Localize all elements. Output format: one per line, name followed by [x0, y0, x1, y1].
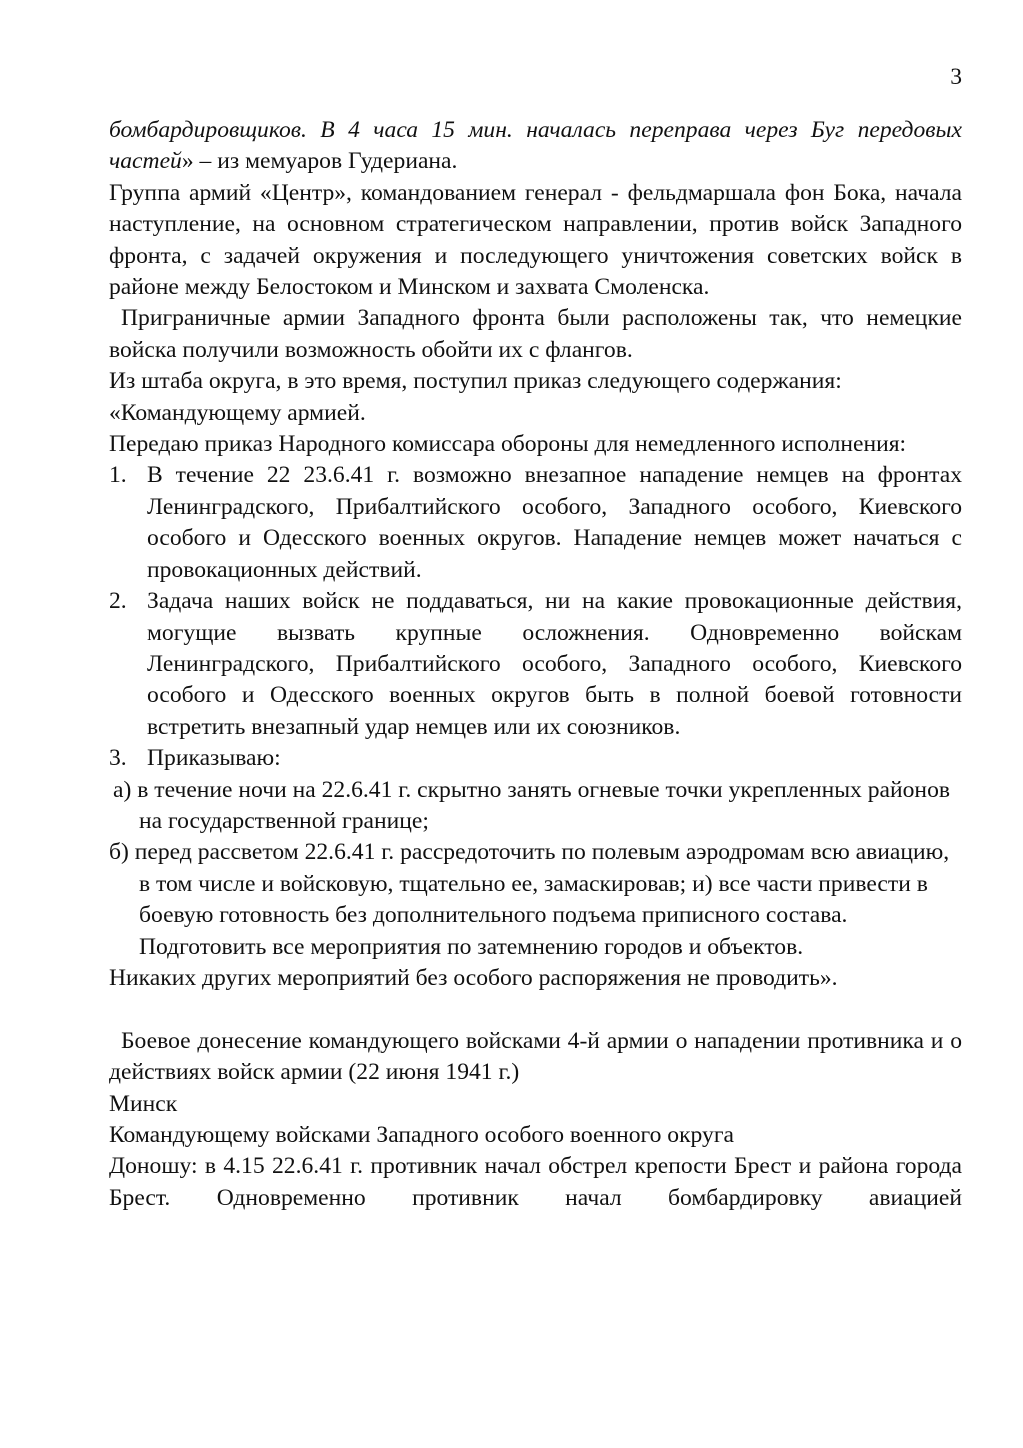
order-list-item — [109, 460, 962, 586]
paragraph-border-armies: Приграничные армии Западного фронта были расположены так, что немецкие войска получили возможность обойти их с флангов. — [109, 305, 962, 363]
report-city: Минск — [109, 1090, 178, 1117]
report-title: Боевое донесение командующего войсками 4-й армии о нападении противника и о действиях войск армии (22 июня 1941 г.) — [109, 1027, 962, 1086]
order-intro: Передаю приказ Народного комиссара обороны для немедленного исполнения: — [109, 431, 907, 458]
order-list-number: 1. — [109, 462, 127, 489]
quote-paragraph — [109, 115, 962, 178]
order-list-text: В течение 22 23.6.41 г. возможно внезапное нападение немцев на фронтах Ленинградского, Прибалтийского особого, Западного особого, Киевского особого и Одесского военных округов. Нападение немцев может начаться с провокационных действий. — [147, 462, 962, 583]
order-list-number: 3. — [109, 745, 127, 772]
paragraph-army-group: Группа армий «Центр», командованием генерал - фельдмаршала фон Бока, начала наступление, на основном стратегическом направлении, против войск Западного фронта, с задачей окружения и последующего уничтожения советских войск в районе между Белостоком и Минском и захвата Смоленска. — [109, 179, 962, 301]
order-sub-item-b: б) перед рассветом 22.6.41 г. рассредоточить по полевым аэродромам всю авиацию, в том числе и войсковую, тщательно ее, замаскировав; и) все части привести в боевую готовность без дополнительного подъема приписного состава. Подготовить все мероприятия по затемнению городов и объектов. — [109, 839, 950, 960]
order-numbered-list — [109, 460, 962, 774]
order-closing: Никаких других мероприятий без особого распоряжения не проводить». — [109, 964, 838, 991]
order-list-text: Приказываю: — [147, 745, 281, 772]
order-sub-item-a: а) в течение ночи на 22.6.41 г. скрытно занять огневые точки укрепленных районов на государственной границе; — [113, 776, 951, 834]
order-list-number: 2. — [109, 588, 127, 615]
document-page — [109, 62, 962, 1214]
order-list-text: Задача наших войск не поддаваться, ни на какие провокационные действия, могущие вызвать крупные осложнения. Одновременно войскам Ленинградского, Прибалтийского особого, Западного особого, Киевского особого и Одесского военных округов быть в полной боевой готовности встретить внезапный удар немцев или их союзников. — [147, 588, 962, 740]
blank-line — [109, 994, 962, 1025]
order-list-item — [109, 586, 962, 743]
order-list-item — [109, 743, 962, 774]
page-number: 3 — [950, 64, 962, 90]
report-addressee: Командующему войсками Западного особого военного округа — [109, 1121, 734, 1148]
quote-tail-text: » – из мемуаров Гудериана. — [181, 148, 458, 175]
quote-italic-text: бомбардировщиков. В 4 часа 15 мин. началась переправа через Буг передовых частей — [109, 117, 962, 175]
report-body: Доношу: в 4.15 22.6.41 г. противник начал обстрел крепости Брест и района города Брест. Одновременно противник начал бомбардировку авиацией — [109, 1153, 962, 1211]
order-address: «Командующему армией. — [109, 399, 366, 426]
paragraph-hq-order: Из штаба округа, в это время, поступил приказ следующего содержания: — [109, 368, 842, 395]
